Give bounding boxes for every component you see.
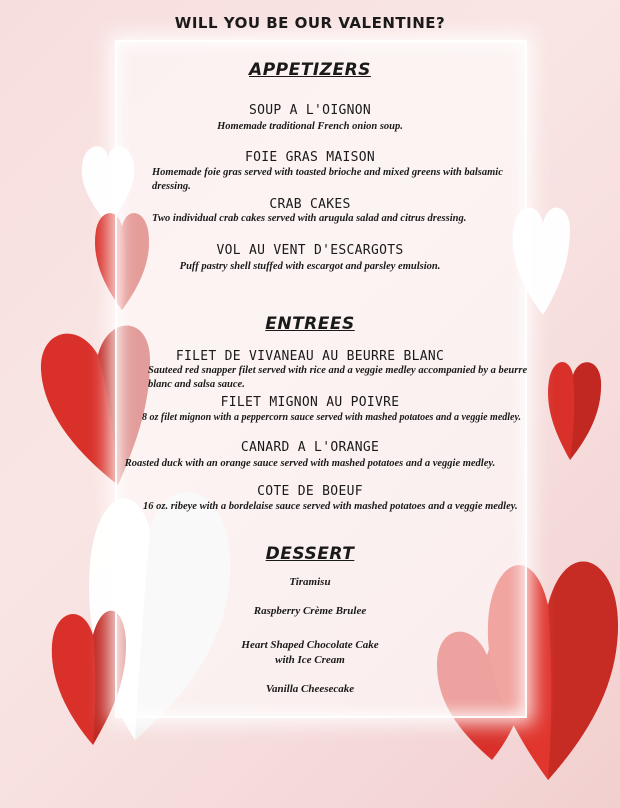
- entree-desc: Roasted duck with an orange sauce served with mashed potatoes and a veggie medley.: [124, 458, 496, 469]
- appetizer-name: VOL AU VENT D'ESCARGOTS: [216, 243, 404, 258]
- entree-desc: Sauteed red snapper filet served with rice and a veggie medley accompanied by a beurre blanc and salsa sauce.: [148, 365, 528, 390]
- dessert-item: Raspberry Crème Brulee: [253, 605, 367, 617]
- dessert-heading: DESSERT: [265, 544, 355, 564]
- entree-name: COTE DE BOEUF: [257, 484, 363, 499]
- page-title: WILL YOU BE OUR VALENTINE?: [174, 14, 446, 32]
- entree-name: FILET DE VIVANEAU AU BEURRE BLANC: [175, 349, 445, 364]
- appetizer-desc: Homemade foie gras served with toasted brioche and mixed greens with balsamic dressing.: [152, 167, 503, 192]
- dessert-item: Tiramisu: [289, 576, 331, 588]
- dessert-item: with Ice Cream: [275, 654, 345, 666]
- entree-name: FILET MIGNON AU POIVRE: [220, 395, 400, 410]
- dessert-item: Vanilla Cheesecake: [265, 683, 355, 695]
- entrees-heading: ENTREES: [265, 314, 355, 334]
- appetizer-name: CRAB CAKES: [269, 197, 351, 212]
- dessert-item: Heart Shaped Chocolate Cake: [241, 639, 379, 651]
- entree-name: CANARD A L'ORANGE: [240, 440, 380, 455]
- appetizers-heading: APPETIZERS: [249, 60, 371, 80]
- appetizer-desc: Homemade traditional French onion soup.: [217, 121, 403, 132]
- entree-desc: 8 oz filet mignon with a peppercorn sauce served with mashed potatoes and a veggie medley.: [142, 412, 522, 423]
- entree-desc: 16 oz. ribeye with a bordelaise sauce served with mashed potatoes and a veggie medley.: [143, 501, 518, 512]
- appetizer-name: FOIE GRAS MAISON: [244, 150, 376, 165]
- appetizer-name: SOUP A L'OIGNON: [249, 103, 371, 118]
- appetizer-desc: Puff pastry shell stuffed with escargot and parsley emulsion.: [179, 261, 441, 272]
- appetizer-desc: Two individual crab cakes served with arugula salad and citrus dressing.: [152, 213, 467, 224]
